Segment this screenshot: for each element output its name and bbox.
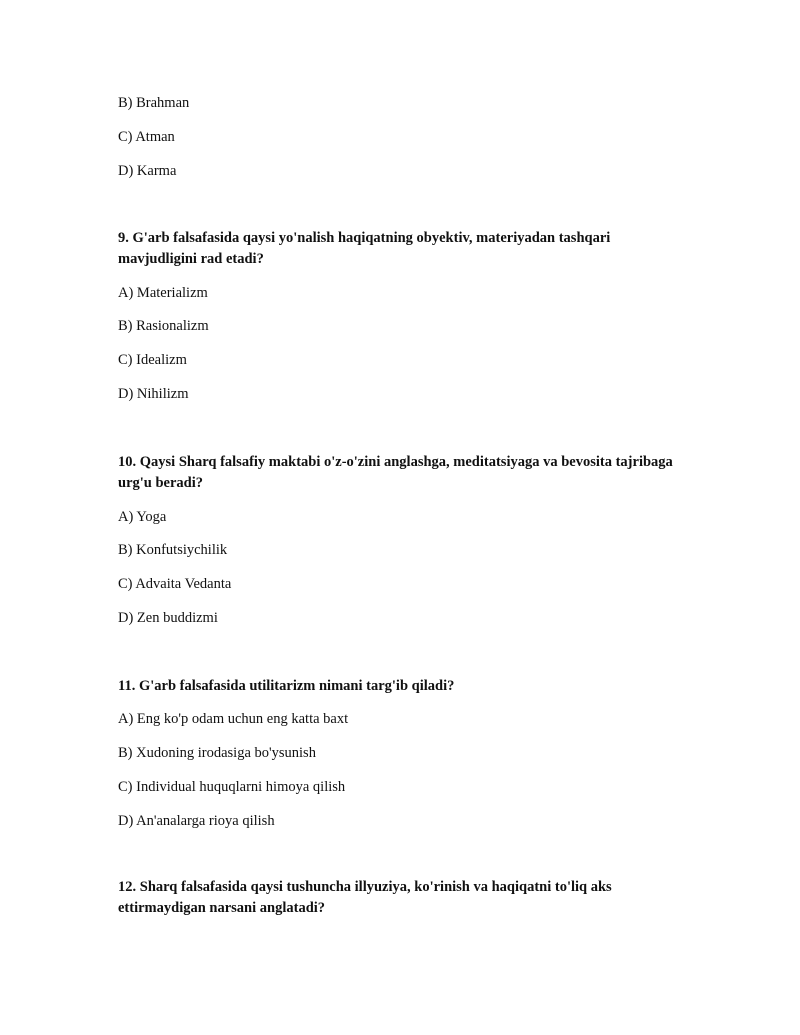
question-9: 9. G'arb falsafasida qaysi yo'nalish haqiqatning obyektiv, materiyadan tashqari mavjudligini rad etadi? [118, 230, 611, 267]
q10-option-a: A) Yoga [118, 509, 167, 525]
q9-option-b: B) Rasionalizm [118, 318, 209, 334]
question-11: 11. G'arb falsafasida utilitarizm nimani targ'ib qiladi? [118, 678, 455, 694]
q9-option-c: C) Idealizm [118, 352, 187, 368]
q10-option-d: D) Zen buddizmi [118, 610, 218, 626]
q10-option-b: B) Konfutsiychilik [118, 542, 228, 558]
option-d: D) Karma [118, 163, 177, 179]
q11-option-b: B) Xudoning irodasiga bo'ysunish [118, 745, 316, 761]
q11-option-a: A) Eng ko'p odam uchun eng katta baxt [118, 711, 349, 727]
question-12: 12. Sharq falsafasida qaysi tushuncha illyuziya, ko'rinish va haqiqatni to'liq aks ettirmaydigan narsani anglatadi? [118, 879, 612, 916]
question-10: 10. Qaysi Sharq falsafiy maktabi o'z-o'zini anglashga, meditatsiyaga va bevosita tajribaga urg'u beradi? [118, 454, 673, 491]
option-b: B) Brahman [118, 95, 190, 111]
q9-option-d: D) Nihilizm [118, 386, 189, 402]
q9-option-a: A) Materializm [118, 285, 208, 301]
q10-option-c: C) Advaita Vedanta [118, 576, 232, 592]
q11-option-d: D) An'analarga rioya qilish [118, 813, 275, 829]
option-c: C) Atman [118, 129, 175, 145]
q11-option-c: C) Individual huquqlarni himoya qilish [118, 779, 346, 795]
